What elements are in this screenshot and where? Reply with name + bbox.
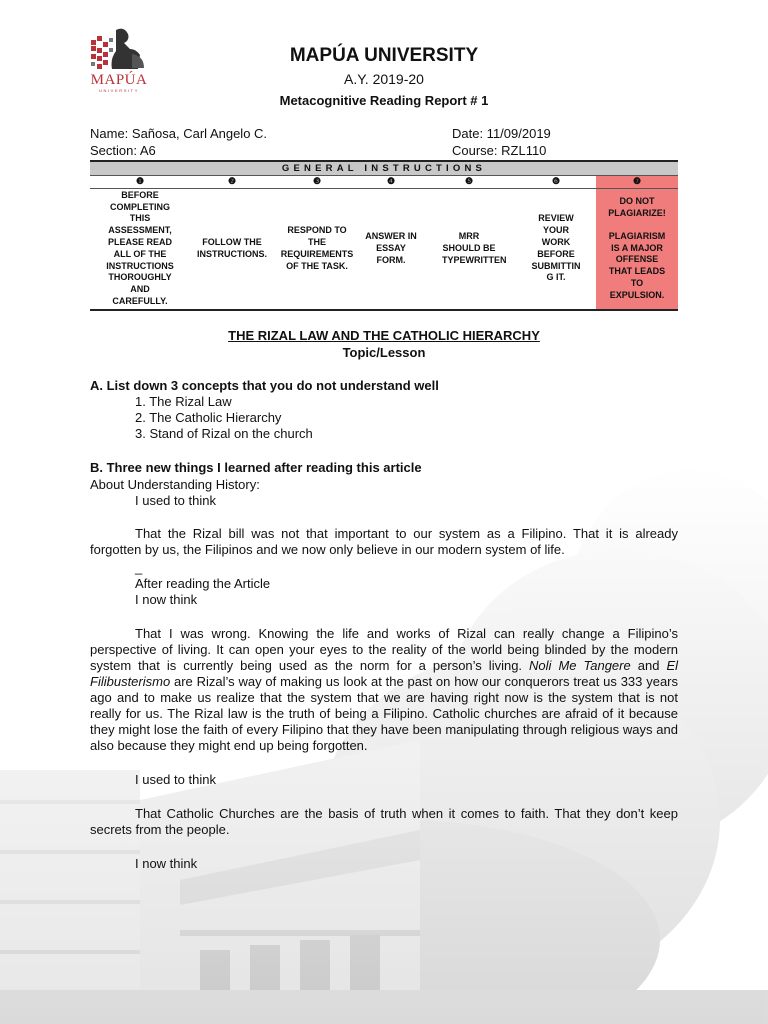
concept-item: 1. The Rizal Law bbox=[135, 394, 232, 409]
section-b-heading: B. Three new things I learned after reading this article bbox=[90, 460, 422, 475]
general-instructions-table bbox=[90, 160, 678, 311]
plagiarism-warning-title: DO NOT PLAGIARIZE! bbox=[608, 196, 666, 218]
report-date: Date: 11/09/2019 bbox=[452, 126, 551, 141]
book-title: El Filibusterismo bbox=[90, 658, 678, 689]
student-name: Name: Sañosa, Carl Angelo C. bbox=[90, 126, 268, 141]
academic-year: A.Y. 2019-20 bbox=[344, 71, 424, 87]
logo-wordmark: MAPÚA bbox=[90, 72, 148, 88]
instruction-item: RESPOND TO THE REQUIREMENTS OF THE TASK. bbox=[274, 188, 360, 310]
instructions-heading: GENERAL INSTRUCTIONS bbox=[90, 161, 678, 176]
now-think-label: I now think bbox=[135, 856, 198, 871]
course-code: Course: RZL110 bbox=[452, 143, 547, 158]
used-to-think-label: I used to think bbox=[135, 772, 216, 787]
section-a-heading: A. List down 3 concepts that you do not understand well bbox=[90, 378, 439, 393]
now-think-label: I now think bbox=[135, 592, 198, 607]
paragraph-used-to-think-2: That Catholic Churches are the basis of truth when it comes to faith. That they don’t keep secrets from the people. bbox=[90, 806, 678, 837]
after-reading-label: After reading the Article bbox=[135, 576, 271, 591]
paragraph-used-to-think-1: That the Rizal bill was not that important to our system as a Filipino. That it is already forgotten by us, the Filipinos and we now only believe in our modern system of life. bbox=[90, 526, 678, 557]
about-label: About Understanding History: bbox=[90, 477, 260, 492]
plagiarism-warning-text: PLAGIARISM IS A MAJOR OFFENSE THAT LEADS TO EXPULSION. bbox=[608, 230, 666, 300]
instruction-item: MRR SHOULD BE TYPEWRITTEN bbox=[422, 188, 516, 310]
instruction-number: ❷ bbox=[190, 176, 274, 189]
paragraph-text: That I was wrong. Knowing the life and works of Rizal can really change a Filipino’s perspective of living. It can open your eyes to the reality of the world being blinded by the modern system that is currently being used as the norm for a person’s living. bbox=[90, 626, 678, 673]
report-title: Metacognitive Reading Report # 1 bbox=[279, 93, 489, 108]
used-to-think-label: I used to think bbox=[135, 493, 216, 508]
concept-item: 3. Stand of Rizal on the church bbox=[135, 426, 313, 441]
student-section: Section: A6 bbox=[90, 143, 156, 158]
book-title: Noli Me Tangere bbox=[529, 658, 631, 673]
paragraph-now-think-1 bbox=[90, 626, 678, 754]
instruction-item-warning bbox=[596, 188, 678, 310]
instruction-item: BEFORE COMPLETING THIS ASSESSMENT, PLEASE READ ALL OF THE INSTRUCTIONS THOROUGHLY AND CAREFULLY. bbox=[90, 188, 190, 310]
paragraph-text: and bbox=[630, 658, 667, 673]
instruction-number: ❺ bbox=[422, 176, 516, 189]
concept-item: 2. The Catholic Hierarchy bbox=[135, 410, 282, 425]
topic-title: THE RIZAL LAW AND THE CATHOLIC HIERARCHY bbox=[228, 328, 540, 343]
instruction-number: ❻ bbox=[516, 176, 596, 189]
instruction-item: ANSWER IN ESSAY FORM. bbox=[360, 188, 422, 310]
instruction-number: ❼ bbox=[596, 176, 678, 189]
instruction-number: ❸ bbox=[274, 176, 360, 189]
instruction-item: REVIEW YOUR WORK BEFORE SUBMITTIN G IT. bbox=[516, 188, 596, 310]
instruction-number: ❹ bbox=[360, 176, 422, 189]
logo-subtitle: UNIVERSITY bbox=[98, 88, 139, 93]
instruction-number: ❶ bbox=[90, 176, 190, 189]
separator-dash: _ bbox=[135, 560, 143, 575]
topic-label: Topic/Lesson bbox=[342, 345, 426, 360]
instruction-item: FOLLOW THE INSTRUCTIONS. bbox=[190, 188, 274, 310]
university-name: MAPÚA UNIVERSITY bbox=[289, 45, 479, 66]
paragraph-text: are Rizal’s way of making us look at the past on how our conquerors treat us 333 years ago and to make us realize that the system that we are having right now is the system that is not really for us. The Rizal law is the truth of being a Filipino. Catholic churches are afraid of it because they might lose the faith of every Filipino that they have been manipulating through religious ways and also because they might end up being forgotten. bbox=[90, 674, 678, 753]
